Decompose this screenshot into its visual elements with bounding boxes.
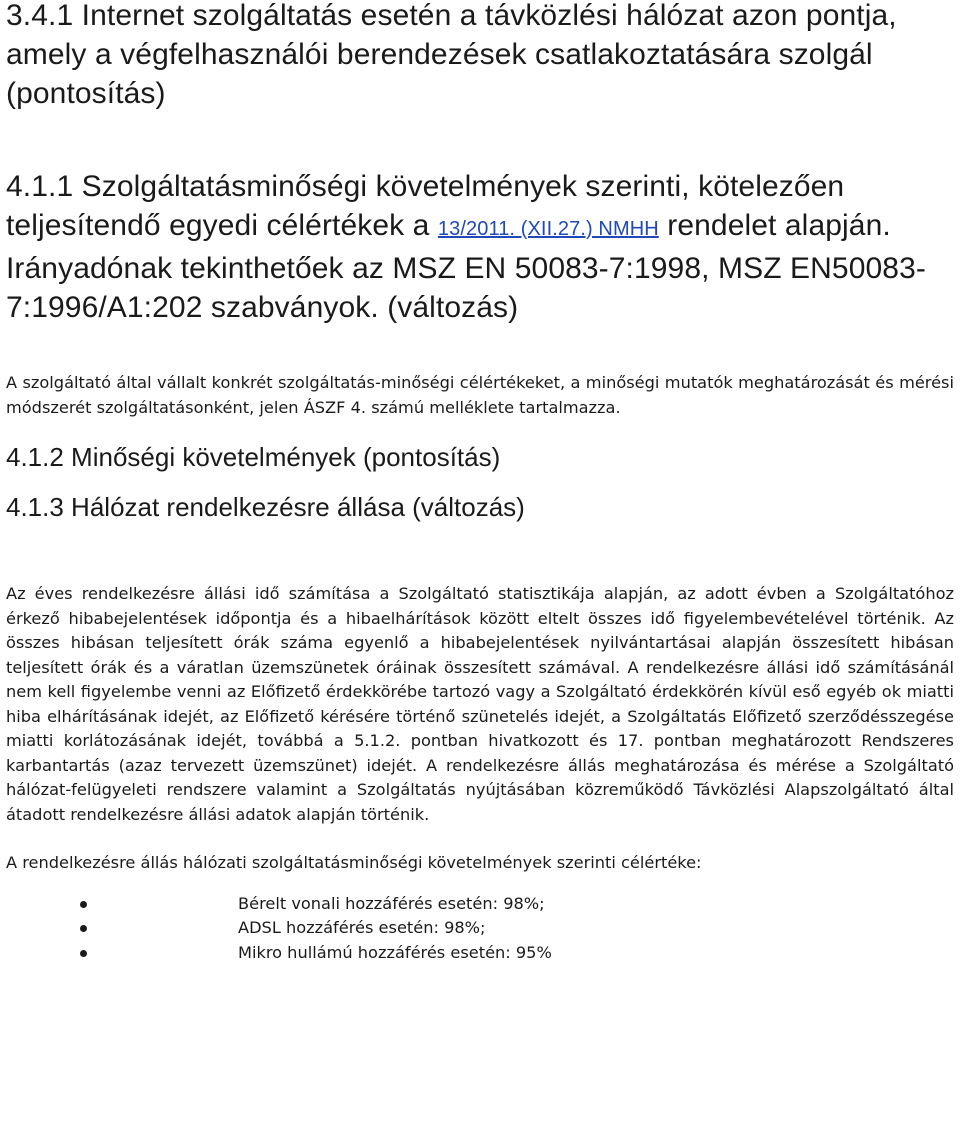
bullet-icon xyxy=(80,925,87,932)
list-item-text: ADSL hozzáférés esetén: 98%; xyxy=(238,918,486,937)
bullet-icon xyxy=(80,950,87,957)
quality-targets-paragraph: A szolgáltató által vállalt konkrét szolgáltatás-minőségi célértékeket, a minőségi mutatók meghatározását és mérési módszerét szolgáltatásonként, jelen ÁSZF 4. számú melléklete tartalmazza. xyxy=(6,373,954,417)
section-heading-network-availability: 4.1.3 Hálózat rendelkezésre állása (változás) xyxy=(6,492,525,522)
section-heading-internet-access-point: 3.4.1 Internet szolgáltatás esetén a távközlési hálózat azon pontja, amely a végfelhasználói berendezések csatlakoztatására szolgál (pontosítás) xyxy=(6,0,897,110)
regulation-link[interactable]: 13/2011. (XII.27.) NMHH xyxy=(437,218,659,240)
section-heading-quality-targets xyxy=(6,167,954,327)
list-item xyxy=(6,916,954,941)
bullet-icon xyxy=(80,901,87,908)
section-heading-quality-requirements: 4.1.2 Minőségi követelmények (pontosítás) xyxy=(6,442,501,472)
list-item xyxy=(6,892,954,917)
heading-text-part1: 4.1.1 Szolgáltatásminőségi követelmények szerinti, kötelezően teljesítendő egyedi célértékek a xyxy=(6,170,845,242)
list-item-text: Mikro hullámú hozzáférés esetén: 95% xyxy=(238,942,552,962)
availability-target-intro: A rendelkezésre állás hálózati szolgáltatásminőségi követelmények szerinti célértéke: xyxy=(6,853,702,872)
list-item-text: Bérelt vonali hozzáférés esetén: 98%; xyxy=(238,893,545,913)
list-item xyxy=(6,941,954,966)
heading-text-part2: rendelet alapján. Irányadónak tekinthetőek az MSZ EN 50083-7:1998, MSZ EN50083-7:1996/A1:202 szabványok. (változás) xyxy=(6,209,926,324)
availability-paragraph: Az éves rendelkezésre állási idő számítása a Szolgáltató statisztikája alapján, az adott évben a Szolgáltatóhoz érkező hibabejelentések időpontja és a hibaelhárítások között eltelt összes idő figyelembevételével történik. Az összes hibásan teljesített órák száma egyenlő a hibabejelentések nyilvántartásai alapján összesített hibásan teljesített órák és a váratlan üzemszünetek óráinak összesített számával. A rendelkezésre állási idő számításánál nem kell figyelembe venni az Előfizető érdekkörébe tartozó vagy a Szolgáltató érdekkörén kívül eső egyéb ok miatti hiba elhárításának idejét, az Előfizető kérésére történő szünetelés idejét, a Szolgáltatás Előfizető szerződésszegése miatti korlátozásának idejét, továbbá a 5.1.2. pontban hivatkozott és 17. pontban meghatározott Rendszeres karbantartás (azaz tervezett üzemszünet) idejét. A rendelkezésre állás meghatározása és mérése a Szolgáltató hálózat-felügyeleti rendszere valamint a Szolgáltatás nyújtásában közreműködő Távközlési Alapszolgáltató által átadott rendelkezésre állási adatok alapján történik. xyxy=(6,584,954,824)
availability-target-list xyxy=(6,892,954,966)
